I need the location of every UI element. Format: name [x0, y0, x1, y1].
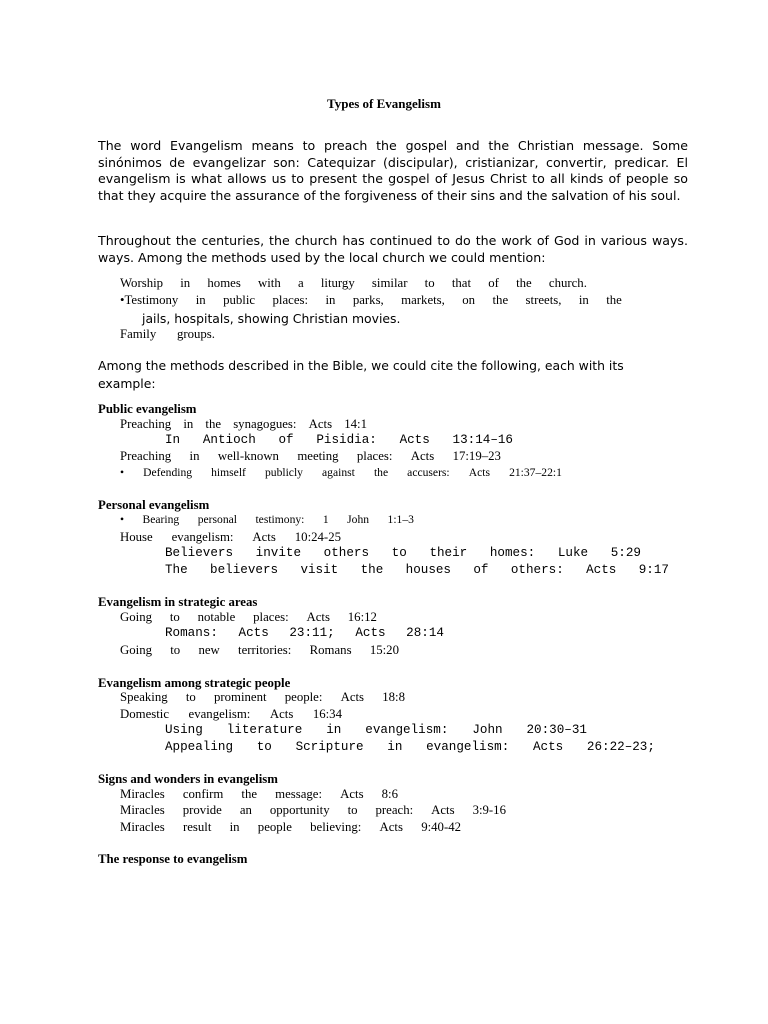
section-line	[120, 690, 405, 705]
word: an	[239, 803, 252, 817]
word: public	[223, 293, 256, 307]
bible-intro-line: Among the methods described in the Bible, we could cite the following, each with its	[98, 358, 624, 373]
word: in	[387, 740, 403, 754]
word: to	[424, 276, 435, 290]
word: Using	[165, 723, 203, 737]
word: message:	[275, 787, 323, 801]
word: 1	[322, 513, 329, 526]
word: result	[182, 820, 212, 834]
word: Speaking	[120, 690, 168, 704]
word: Miracles	[120, 820, 165, 834]
word: new	[198, 643, 220, 657]
section-line	[165, 626, 444, 640]
word: prominent	[213, 690, 267, 704]
word: places:	[356, 449, 393, 463]
word: Defending	[143, 466, 193, 479]
word: Going	[120, 610, 152, 624]
word: people	[257, 820, 292, 834]
word: Appealing	[165, 740, 234, 754]
word: visit	[300, 563, 339, 577]
word: 23:11;	[289, 626, 335, 640]
section-line	[165, 563, 669, 577]
word: Bearing	[142, 513, 180, 526]
word: synagogues:	[233, 417, 297, 431]
word: to	[347, 803, 358, 817]
word: notable	[197, 610, 236, 624]
word: Believers	[165, 546, 234, 560]
word: of	[473, 563, 489, 577]
section-line	[120, 787, 398, 802]
word: Acts	[306, 610, 330, 624]
section-line	[120, 466, 562, 479]
word: Acts	[355, 626, 386, 640]
word: In	[165, 433, 181, 447]
word: parks,	[352, 293, 384, 307]
word: the	[241, 787, 258, 801]
word: provide	[182, 803, 222, 817]
word: similar	[371, 276, 408, 290]
word: in	[189, 449, 200, 463]
word: Acts	[379, 820, 403, 834]
word: in	[326, 723, 342, 737]
word: 9:17	[638, 563, 669, 577]
word: groups.	[176, 327, 215, 341]
word: Acts	[410, 449, 435, 463]
word: that	[451, 276, 472, 290]
word: places:	[272, 293, 309, 307]
word: 28:14	[406, 626, 444, 640]
word: Acts	[269, 707, 294, 721]
section-heading: The response to evangelism	[98, 852, 248, 866]
word: 21:37–22:1	[509, 466, 562, 479]
word: 13:14–16	[452, 433, 513, 447]
word: Scripture	[295, 740, 364, 754]
word: of	[278, 433, 294, 447]
word: in	[229, 820, 240, 834]
word: Acts	[340, 787, 364, 801]
word: •	[120, 466, 125, 479]
word: Miracles	[120, 803, 165, 817]
word: in	[183, 417, 194, 431]
word: the	[492, 293, 509, 307]
word: •Testimony	[120, 293, 179, 307]
word: believers	[210, 563, 279, 577]
word: Romans	[309, 643, 352, 657]
word: himself	[211, 466, 246, 479]
page-title: Types of Evangelism	[327, 96, 441, 111]
word: Acts	[340, 690, 365, 704]
word: homes	[207, 276, 241, 290]
word: Preaching	[120, 417, 172, 431]
word: •	[120, 513, 125, 526]
word: people:	[284, 690, 323, 704]
section-line	[120, 820, 461, 835]
word: well-known	[217, 449, 279, 463]
word: the	[516, 276, 532, 290]
section-heading: Signs and wonders in evangelism	[98, 772, 278, 786]
word: 20:30–31	[526, 723, 587, 737]
word: in	[180, 276, 191, 290]
word: accusers:	[407, 466, 450, 479]
word: The	[165, 563, 188, 577]
word: Antioch	[202, 433, 256, 447]
bible-intro-line: example:	[98, 376, 156, 391]
word: in	[578, 293, 589, 307]
word: their	[429, 546, 468, 560]
word: 18:8	[382, 690, 405, 704]
word: Acts	[399, 433, 430, 447]
word: the	[606, 293, 622, 307]
word: places:	[253, 610, 289, 624]
word: confirm	[182, 787, 224, 801]
word: in	[325, 293, 336, 307]
word: invite	[255, 546, 302, 560]
word: 8:6	[381, 787, 398, 801]
word: in	[195, 293, 206, 307]
church-method-line	[120, 276, 587, 291]
word: evangelism:	[426, 740, 510, 754]
word: a	[297, 276, 304, 290]
word: 5:29	[610, 546, 641, 560]
word: House	[120, 530, 153, 544]
word: streets,	[525, 293, 562, 307]
section-line	[165, 433, 513, 447]
word: opportunity	[269, 803, 330, 817]
word: Acts	[308, 417, 333, 431]
word: to	[169, 610, 180, 624]
section-line	[120, 610, 377, 625]
word: markets,	[401, 293, 445, 307]
word: Miracles	[120, 787, 165, 801]
section-line	[120, 449, 501, 464]
section-line	[120, 530, 341, 545]
word: John	[347, 513, 370, 526]
section-heading: Personal evangelism	[98, 498, 210, 512]
word: on	[462, 293, 476, 307]
word: 15:20	[369, 643, 399, 657]
section-line	[165, 546, 641, 560]
word: territories:	[238, 643, 292, 657]
word: 26:22–23;	[586, 740, 655, 754]
word: to	[170, 643, 181, 657]
word: 17:19–23	[452, 449, 501, 463]
intro-paragraph-1: The word Evangelism means to preach the gospel and the Christian message. Some sinónimos de evangelizar son: Catequizar (discipular), cristianizar, convertir, predicar. El evangelism is what allows us to present the gospel of Jesus Christ to all kinds of people so that they acquire the assurance of the forgiveness of their sins and the salvation of his soul.	[98, 138, 688, 204]
word: Preaching	[120, 449, 172, 463]
word: Going	[120, 643, 152, 657]
intro-paragraph-2: Throughout the centuries, the church has continued to do the work of God in various ways. ways. Among the methods used by the local church we could mention:	[98, 233, 688, 265]
word: evangelism:	[365, 723, 449, 737]
word: Luke	[557, 546, 589, 560]
word: others:	[510, 563, 564, 577]
section-heading: Public evangelism	[98, 402, 197, 416]
word: Acts	[586, 563, 617, 577]
word: 9:40-42	[421, 820, 461, 834]
word: Family	[120, 327, 157, 341]
word: Romans:	[165, 626, 218, 640]
word: 16:12	[347, 610, 377, 624]
section-line	[120, 513, 414, 526]
section-heading: Evangelism among strategic people	[98, 676, 291, 690]
word: against	[322, 466, 355, 479]
word: to	[391, 546, 407, 560]
word: Pisidia:	[316, 433, 377, 447]
word: houses	[405, 563, 451, 577]
church-method-line	[120, 293, 622, 308]
word: Domestic	[120, 707, 170, 721]
word: homes:	[489, 546, 536, 560]
word: John	[472, 723, 503, 737]
word: Acts	[252, 530, 276, 544]
word: personal	[197, 513, 237, 526]
word: liturgy	[320, 276, 355, 290]
word: church.	[548, 276, 587, 290]
word: 14:1	[344, 417, 367, 431]
section-line	[120, 417, 367, 432]
word: testimony:	[255, 513, 305, 526]
word: believing:	[310, 820, 362, 834]
section-line	[120, 803, 506, 818]
word: with	[258, 276, 281, 290]
word: to	[256, 740, 272, 754]
word: 3:9-16	[472, 803, 506, 817]
word: publicly	[264, 466, 303, 479]
word: 10:24-25	[294, 530, 341, 544]
word: evangelism:	[171, 530, 234, 544]
word: 1:1–3	[387, 513, 414, 526]
section-line	[120, 707, 342, 722]
word: Acts	[468, 466, 490, 479]
word: 16:34	[312, 707, 342, 721]
word: evangelism:	[188, 707, 251, 721]
section-line	[120, 643, 399, 658]
word: Acts	[431, 803, 455, 817]
word: literature	[226, 723, 303, 737]
word: the	[360, 563, 384, 577]
section-line	[165, 740, 655, 754]
section-line	[165, 723, 587, 737]
word: preach:	[375, 803, 414, 817]
section-heading: Evangelism in strategic areas	[98, 595, 258, 609]
word: the	[205, 417, 222, 431]
word: Worship	[120, 276, 164, 290]
word: others	[323, 546, 370, 560]
word: the	[373, 466, 389, 479]
church-method-line	[120, 327, 215, 342]
word: to	[185, 690, 196, 704]
word: meeting	[297, 449, 339, 463]
word: Acts	[238, 626, 269, 640]
word: of	[488, 276, 499, 290]
word: Acts	[532, 740, 564, 754]
church-method-line: jails, hospitals, showing Christian movies.	[142, 311, 401, 326]
